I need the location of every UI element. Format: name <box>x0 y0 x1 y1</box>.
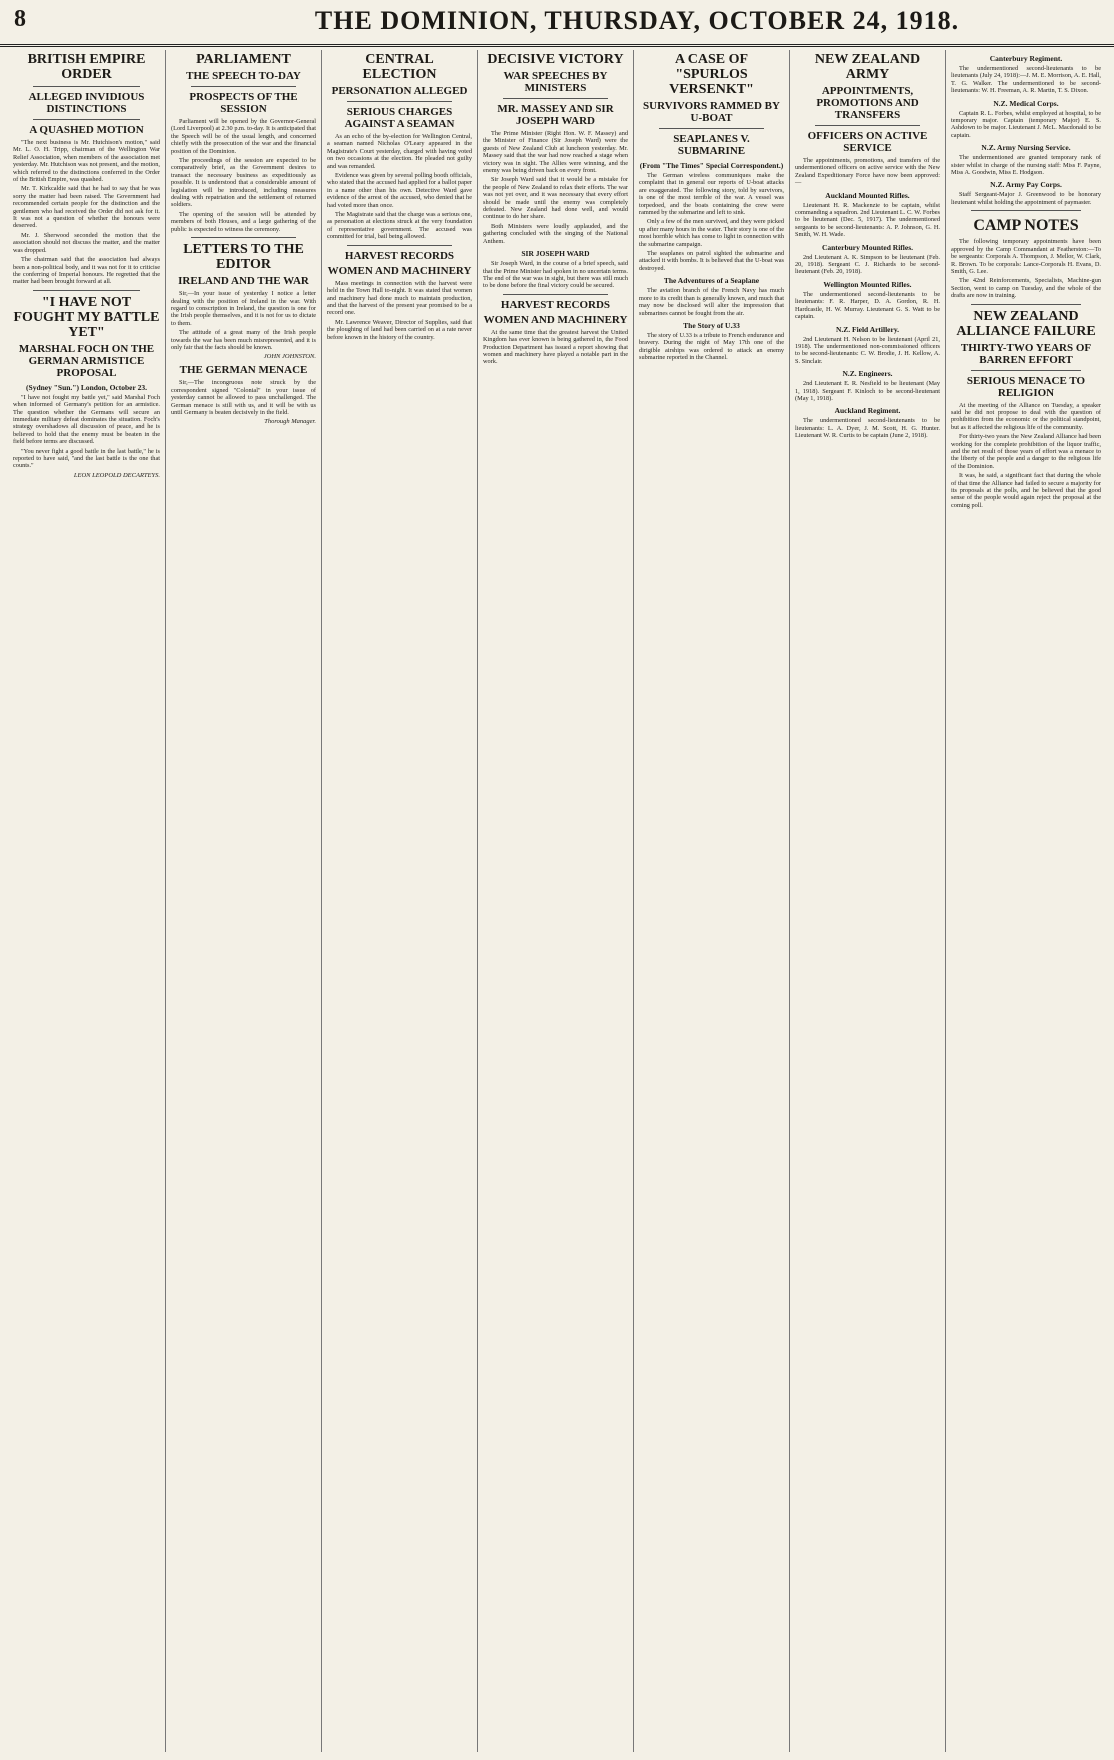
paragraph: Only a few of the men survived, and they were picked up after many hours in the water. Their story is one of the most horrible which has come to light in connection with the submarine campaign. <box>639 218 784 248</box>
headline-alliance: NEW ZEALAND ALLIANCE FAILURE <box>956 308 1096 339</box>
article-body <box>483 329 628 366</box>
divider <box>503 294 608 295</box>
headline-central-election: CENTRAL ELECTION <box>362 52 437 82</box>
divider <box>347 101 452 102</box>
paragraph: The attitude of a great many of the Irish people towards the war has been much misrepresented, and it is only fair that the facts should be known. <box>171 329 316 351</box>
masthead <box>0 0 1114 47</box>
paragraph: The aviation branch of the French Navy has much more to its credit than is generally known, and much that may now be disclosed will alter the impression that submarines cannot be fought from the air. <box>639 287 784 317</box>
article-body <box>327 280 472 341</box>
paragraph: The opening of the session will be attended by members of both Houses, and a large gathering of the public is expected to witness the ceremony. <box>171 210 316 233</box>
headline-parliament: PARLIAMENT <box>196 52 291 67</box>
paragraph: Mr. J. Sherwood seconded the motion that the association should not discuss the matter, and the matter was dropped. <box>13 231 160 254</box>
kicker: OFFICERS ON ACTIVE SERVICE <box>807 130 928 154</box>
subheading: THE GERMAN MENACE <box>179 364 308 377</box>
subheading: MARSHAL FOCH ON THE GERMAN ARMISTICE PROPOSAL <box>18 342 155 379</box>
divider <box>971 210 1081 211</box>
headline-letters: LETTERS TO THE EDITOR <box>183 242 304 273</box>
paragraph: Both Ministers were loudly applauded, and the gathering concluded with the singing of the National Anthem. <box>483 222 628 245</box>
headline-british-empire-order: BRITISH EMPIRE ORDER <box>27 52 146 82</box>
signature: JOHN JOHNSTON. <box>263 353 316 361</box>
kicker: SERIOUS MENACE TO RELIGION <box>966 374 1086 399</box>
paragraph: Mass meetings in connection with the harvest were held in the Town Hall to-night. It was stated that women and machinery had done much to maintain production, and that the harvest of the present year promised to be a record one. <box>327 279 472 317</box>
article-body <box>639 332 784 362</box>
paragraph: The undermentioned second-lieutenants to be lieutenants (July 24, 1918):—J. M. E. Morrison, A. E. Hall, T. G. Walker. The undermentioned to be second-lieutenants: W. H. Freeman, A. R. Martin, T. S. Dixon. <box>951 65 1101 95</box>
subheading: THE SPEECH TO-DAY <box>186 70 301 82</box>
paragraph: The undermentioned are granted temporary rank of sister whilst in charge of the nursing staff: Miss F. Payne, Miss A. Goodwin, Miss E. Hodgson. <box>951 154 1101 177</box>
paragraph: At the same time that the greatest harvest the United Kingdom has ever known is being gathered in, the Food Production Department has issued a report showing that women and machinery have played a notable part in the work. <box>483 328 628 366</box>
kicker: MR. MASSEY AND SIR JOSEPH WARD <box>497 103 614 127</box>
divider <box>33 86 140 87</box>
section-heading: N.Z. Medical Corps. <box>993 98 1059 108</box>
divider <box>347 245 452 246</box>
paragraph: Evidence was given by several polling booth officials, who stated that the accused had applied for a ballot paper in a name other than his own. Detective Ward gave evidence of the arrest of the accused, who denied that he had voted more than once. <box>327 172 472 209</box>
paragraph: Mr. T. Kirkcaldie said that he had to say that he was sorry the matter had been raised. The Government had recommended certain people for the distinction and the gentlemen who had received the Order did not ask for it. It was not a question of whether the honours were deserved. <box>13 185 160 230</box>
paragraph: The undermentioned second-lieutenants to be lieutenants: F. R. Harper, D. A. Gordon, R. H. Hardcastle, H. W. Murray. Lieutenant G. S. Watt to be captain. <box>795 290 940 321</box>
article-body <box>951 110 1101 140</box>
section-heading: Auckland Mounted Rifles. <box>825 190 910 200</box>
section-heading: The Adventures of a Seaplane <box>663 276 760 286</box>
article-body <box>171 290 316 351</box>
paragraph: The 42nd Reinforcements, Specialists, Machine-gun Section, went to camp on Tuesday, and the whole of the drafts are now in training. <box>951 277 1101 300</box>
paragraph: Captain R. L. Forbes, whilst employed at hospital, to be temporary major. Captain (temporary Major) E. S. Ashdown to be major. Lieutenant J. McL. Macdonald to be captain. <box>951 109 1101 139</box>
paragraph: "You never fight a good battle in the last battle," he is reported to have said, "and the last battle is the one that counts." <box>13 447 160 470</box>
columns <box>8 50 1106 1752</box>
subheading: IRELAND AND THE WAR <box>178 275 309 288</box>
paragraph: The proceedings of the session are expected to be comparatively brief, as the Government desires to transact the necessary business as expeditiously as possible. It is understood that a considerable amount of legislation will be introduced, including measures dealing with repatriation and the settlement of returned soldiers. <box>171 157 316 209</box>
paragraph: The chairman said that the association had always been a non-political body, and it was not for it to criticise the conferring of Imperial honours. He regretted that the matter had been brought forward at all. <box>13 256 160 286</box>
section-heading: N.Z. Engineers. <box>842 369 893 379</box>
section-heading: Canterbury Mounted Rifles. <box>821 242 914 252</box>
headline-decisive-victory: DECISIVE VICTORY <box>487 52 624 67</box>
paragraph: Lieutenant H. R. Mackenzie to be captain, whilst commanding a squadron. 2nd Lieutenant L. C. W. Forbes to be lieutenant (Dec. 5, 1917). The undermentioned sergeants to be second-lieutenants: A. P. Johnson, G. H. Smith, W. H. Wade. <box>795 201 940 239</box>
article-body <box>951 238 1101 299</box>
article-body <box>483 130 628 245</box>
headline-foch: "I HAVE NOT FOUGHT MY BATTLE YET" <box>13 294 160 340</box>
divider <box>191 237 296 238</box>
article-body <box>795 417 940 439</box>
column-7 <box>946 50 1106 1752</box>
section-heading: SIR JOSEPH WARD <box>521 249 590 259</box>
article-body <box>639 172 784 272</box>
subheading: ALLEGED INVIDIOUS DISTINCTIONS <box>28 91 145 115</box>
column-2 <box>166 50 322 1752</box>
paragraph: 2nd Lieutenant A. K. Simpson to be lieutenant (Feb. 20, 1918). Sergeant C. J. Richards to be second-lieutenant (Feb. 20, 1918). <box>795 253 940 276</box>
paragraph: Parliament will be opened by the Governor-General (Lord Liverpool) at 2.30 p.m. to-day. It is anticipated that the Speech will be of the usual length, and concerned chiefly with the prosecution of the war and the financial position of the Dominion. <box>171 118 316 155</box>
article-body <box>639 287 784 317</box>
article-body <box>171 379 316 416</box>
article-body <box>795 291 940 321</box>
paragraph: "The next business is Mr. Hutchison's motion," said Mr. L. O. H. Tripp, chairman of the Wellington War Relief Association, when members of the association met yesterday. Mr. Hutchison was not present, and the motion, which referred to the distinctions conferred in the Order of the British Empire, was quashed. <box>13 139 160 184</box>
newspaper-title: THE DOMINION, THURSDAY, OCTOBER 24, 1918. <box>314 6 960 35</box>
kicker: HARVEST RECORDS <box>344 249 455 262</box>
column-3 <box>322 50 478 1752</box>
paragraph: The following temporary appointments have been approved by the Camp Commandant at Featherston:—To be sergeants: Corporals A. Thompson, J. Mellor, W. Clark, R. Brown. To be corporals: Lance-Corporals H. Evans, D. Smith, G. Lee. <box>951 238 1101 275</box>
article-body <box>951 402 1101 510</box>
paragraph: "I have not fought my battle yet," said Marshal Foch when informed of Germany's petition for an armistice. The question whether the Germans will secure an immediate military defeat dominates the situation. Foch's strategy overshadows all discussion of peace, and he is believed to hold that the enemy must be beaten in the field before terms are discussed. <box>13 393 160 446</box>
subheading: WOMEN AND MACHINERY <box>327 264 472 277</box>
article-body <box>795 380 940 402</box>
paragraph: The Magistrate said that the charge was a serious one, as personation at elections struck at the very foundation of representative government. The accused was committed for trial, bail being allowed. <box>327 211 472 241</box>
section-heading: Wellington Mounted Rifles. <box>823 279 912 289</box>
subheading: THIRTY-TWO YEARS OF BARREN EFFORT <box>960 341 1092 366</box>
paragraph: The story of U.33 is a tribute to French endurance and bravery. During the night of May 17th one of the dirigible airships was ordered to attack an enemy submarine reported in the Channel. <box>639 331 784 362</box>
article-body <box>795 336 940 366</box>
headline-nz-army: NEW ZEALAND ARMY <box>814 52 921 82</box>
section-heading: Auckland Regiment. <box>834 406 901 416</box>
article-body <box>171 118 316 233</box>
kicker: A QUASHED MOTION <box>29 124 144 136</box>
section-heading: N.Z. Army Pay Corps. <box>990 180 1062 190</box>
paragraph: Mr. Lawrence Weaver, Director of Supplies, said that the ploughing of land had been carried on at a rate never before known in the history of the country. <box>327 318 472 341</box>
divider <box>971 370 1081 371</box>
paragraph: The undermentioned second-lieutenants to be lieutenants: L. A. Dyer, J. M. Scott, H. G. Hunter. Lieutenant W. R. Curtis to be captain (June 2, 1918). <box>795 417 940 440</box>
headline-spurlos-versenkt: A CASE OF "SPURLOS VERSENKT" <box>669 52 754 97</box>
paragraph: Sir,—The incongruous note struck by the correspondent signed "Colonial" in your issue of yesterday cannot be allowed to pass unchallenged. The German menace is still with us, and it will be with us until Germany is beaten decisively in the field. <box>171 379 316 416</box>
section-heading: Canterbury Regiment. <box>989 54 1063 63</box>
paragraph: 2nd Lieutenant H. Nelson to be lieutenant (April 21, 1918). The undermentioned non-commissioned officers to be second-lieutenants: C. W. Brodie, J. H. Kellow, A. S. Sinclair. <box>795 335 940 365</box>
paragraph: The German wireless communiques make the complaint that in general our reports of U-boat attacks are exaggerated. The following story, told by survivors, is one of the most terrible of the war. A vessel was torpedoed, and the boats containing the crew were rammed by the submarine and left to sink. <box>639 172 784 217</box>
paragraph: The appointments, promotions, and transfers of the undermentioned officers on active service with the New Zealand Expeditionary Force have now been approved:— <box>795 157 940 187</box>
column-1 <box>8 50 166 1752</box>
divider <box>191 86 296 87</box>
section-heading: N.Z. Field Artillery. <box>835 324 900 334</box>
divider <box>659 128 764 129</box>
article-body <box>951 191 1101 206</box>
article-body <box>13 394 160 470</box>
section-heading: The Story of U.33 <box>683 320 740 330</box>
article-body <box>951 65 1101 95</box>
headline-camp-notes: CAMP NOTES <box>973 217 1079 235</box>
kicker: HARVEST RECORDS <box>500 298 611 311</box>
paragraph: 2nd Lieutenant E. R. Nesfield to be lieutenant (May 1, 1918). Sergeant F. Kinloch to be second-lieutenant (May 1, 1918). <box>795 380 940 402</box>
subheading: WOMEN AND MACHINERY <box>483 313 628 326</box>
dateline: (Sydney "Sun.") London, October 23. <box>26 382 147 392</box>
kicker: PROSPECTS OF THE SESSION <box>189 91 298 115</box>
article-body <box>951 154 1101 176</box>
signature: Thorough Manager. <box>264 418 316 426</box>
article-body <box>13 139 160 286</box>
kicker: SERIOUS CHARGES AGAINST A SEAMAN <box>344 106 455 130</box>
page-number: 8 <box>14 6 26 32</box>
paragraph: For thirty-two years the New Zealand Alliance had been working for the complete prohibition of the liquor traffic, and the net result of those years of effort was a menace to the liberty of the people and a danger to the religious life of the Dominion. <box>951 433 1101 470</box>
subheading: SURVIVORS RAMMED BY U-BOAT <box>643 100 780 124</box>
section-heading: N.Z. Army Nursing Service. <box>981 143 1071 153</box>
article-body <box>327 133 472 241</box>
divider <box>33 119 140 120</box>
paragraph: Sir Joseph Ward, in the course of a brief speech, said that the Prime Minister had spoken in no uncertain terms. The end of the war was in sight, but there was still much to be done before the final victory could be secured. <box>483 260 628 290</box>
dateline: (From "The Times" Special Correspondent.) <box>639 161 784 170</box>
signature: LEON LEOPOLD DECARTEYS. <box>73 471 160 479</box>
paragraph: Sir Joseph Ward said that it would be a mistake for the people of New Zealand to relax their efforts. The war was not yet over, and it was necessary that every effort should be made until the enemy was completely defeated. New Zealand had done well, and would continue to do her share. <box>483 176 628 221</box>
divider <box>815 125 920 126</box>
column-4 <box>478 50 634 1752</box>
paragraph: The seaplanes on patrol sighted the submarine and attacked it with bombs. It is believed that the U-boat was destroyed. <box>639 250 784 272</box>
paragraph: At the meeting of the Alliance on Tuesday, a speaker said he did not propose to deal with the question of prohibition from the economic or the political standpoint, but as it affected the religious life of the community. <box>951 401 1101 431</box>
paragraph: Staff Sergeant-Major J. Greenwood to be honorary lieutenant whilst holding the appointment of paymaster. <box>951 191 1101 206</box>
article-body <box>795 202 940 239</box>
paragraph: The Prime Minister (Right Hon. W. F. Massey) and the Minister of Finance (Sir Joseph Ward) were the guests of New Zealand Club at luncheon yesterday. Mr. Massey said that the war had now reached a stage when victory was in sight. The Allies were winning, and the enemy was being driven back on every front. <box>483 130 628 175</box>
divider <box>503 98 608 99</box>
article-body <box>483 260 628 290</box>
column-5 <box>634 50 790 1752</box>
divider <box>33 290 140 291</box>
article-body <box>795 254 940 276</box>
divider <box>971 304 1081 305</box>
paragraph: As an echo of the by-election for Wellington Central, a seaman named Nicholas O'Leary appeared in the Magistrate's Court yesterday, charged with having voted on two occasions at the election. He pleaded not guilty and was remanded. <box>327 133 472 170</box>
column-6 <box>790 50 946 1752</box>
subheading: WAR SPEECHES BY MINISTERS <box>503 70 608 94</box>
paragraph: Sir,—In your issue of yesterday I notice a letter dealing with the position of Ireland in the war. With regard to conscription in Ireland, the question is one for the Irish people themselves, and it is not for us to dictate to them. <box>171 290 316 327</box>
kicker: SEAPLANES V. SUBMARINE <box>673 133 750 157</box>
paragraph: It was, he said, a significant fact that during the whole of that time the Alliance had failed to secure a majority for its proposals at the polls, and he believed that the good sense of the people would again reject the proposal at the coming poll. <box>951 472 1101 509</box>
subheading: PERSONATION ALLEGED <box>331 85 468 97</box>
subheading: APPOINTMENTS, PROMOTIONS AND TRANSFERS <box>816 85 919 121</box>
article-body <box>795 157 940 187</box>
